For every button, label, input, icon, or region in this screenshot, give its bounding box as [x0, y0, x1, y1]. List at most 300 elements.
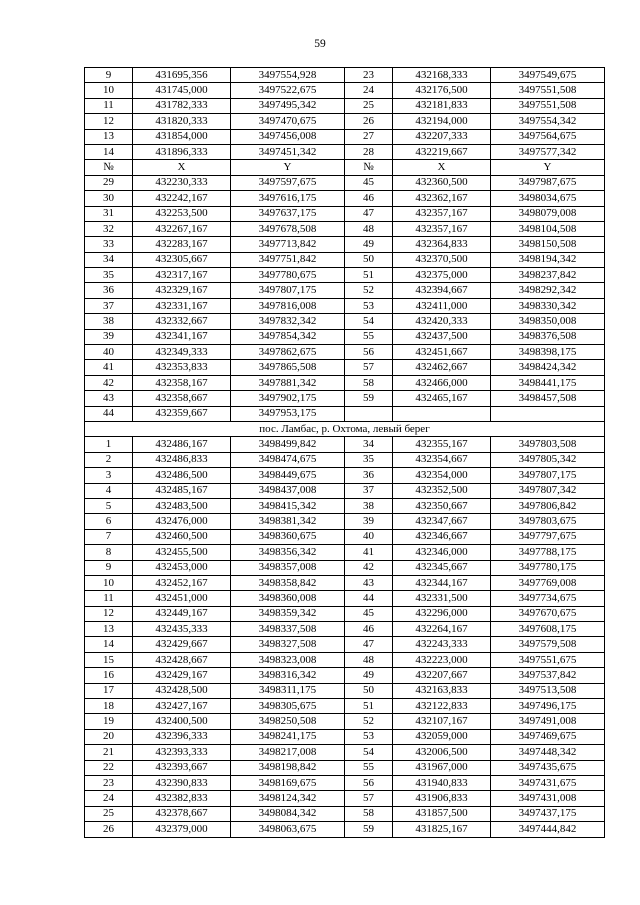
y-coordinate-cell: 3498063,675	[231, 822, 345, 837]
point-number-cell: 1	[85, 437, 133, 452]
point-number-cell	[345, 406, 393, 421]
y-coordinate-cell: 3498150,508	[491, 237, 605, 252]
x-coordinate-cell: 432317,167	[133, 268, 231, 283]
y-coordinate-cell: 3497435,675	[491, 760, 605, 775]
section-title: пос. Ламбас, р. Охтома, левый берег	[85, 421, 605, 436]
point-number-cell: 4	[85, 483, 133, 498]
coordinates-table	[84, 67, 605, 838]
y-coordinate-cell: 3498398,175	[491, 345, 605, 360]
point-number-cell: 36	[85, 283, 133, 298]
point-number-cell: 43	[345, 575, 393, 590]
table-row	[85, 83, 605, 98]
y-coordinate-cell: 3498305,675	[231, 699, 345, 714]
x-coordinate-cell: 432176,500	[393, 83, 491, 98]
y-coordinate-cell: 3497806,842	[491, 498, 605, 513]
x-coordinate-cell: 432346,667	[393, 529, 491, 544]
table-row	[85, 560, 605, 575]
point-number-cell: 49	[345, 237, 393, 252]
table-row	[85, 575, 605, 590]
y-coordinate-cell: 3497803,675	[491, 514, 605, 529]
y-coordinate-cell: 3498356,342	[231, 545, 345, 560]
header-row	[85, 160, 605, 175]
x-coordinate-cell: 432354,667	[393, 452, 491, 467]
point-number-cell: 45	[345, 606, 393, 621]
x-coordinate-cell: 432267,167	[133, 221, 231, 236]
x-coordinate-cell: 432437,500	[393, 329, 491, 344]
x-coordinate-cell: 432253,500	[133, 206, 231, 221]
point-number-cell: 34	[345, 437, 393, 452]
point-number-cell: 28	[345, 144, 393, 159]
point-number-cell: 39	[85, 329, 133, 344]
table-row	[85, 283, 605, 298]
point-number-cell: 40	[85, 345, 133, 360]
x-coordinate-cell: 432451,000	[133, 591, 231, 606]
x-coordinate-cell: 432393,333	[133, 745, 231, 760]
y-coordinate-cell: 3497597,675	[231, 175, 345, 190]
table-row	[85, 360, 605, 375]
point-number-cell: 24	[85, 791, 133, 806]
table-row	[85, 314, 605, 329]
table-row	[85, 745, 605, 760]
point-number-cell: 42	[345, 560, 393, 575]
x-coordinate-cell: 432305,667	[133, 252, 231, 267]
y-coordinate-cell: 3497522,675	[231, 83, 345, 98]
x-coordinate-cell: 432420,333	[393, 314, 491, 329]
y-coordinate-cell: 3497862,675	[231, 345, 345, 360]
x-coordinate-cell: 432485,167	[133, 483, 231, 498]
x-coordinate-cell: 432396,333	[133, 729, 231, 744]
x-coordinate-cell: 432453,000	[133, 560, 231, 575]
y-coordinate-cell: 3497551,508	[491, 83, 605, 98]
y-coordinate-cell: 3498358,842	[231, 575, 345, 590]
table-row	[85, 114, 605, 129]
y-coordinate-cell: 3497807,175	[231, 283, 345, 298]
x-coordinate-cell: 432006,500	[393, 745, 491, 760]
y-coordinate-cell: 3497456,008	[231, 129, 345, 144]
x-coordinate-cell: 432451,667	[393, 345, 491, 360]
x-coordinate-cell: 432181,833	[393, 98, 491, 113]
point-number-cell: 25	[85, 806, 133, 821]
y-coordinate-cell: 3498104,508	[491, 221, 605, 236]
point-number-cell: 26	[345, 114, 393, 129]
point-number-cell: 20	[85, 729, 133, 744]
point-number-cell: 41	[85, 360, 133, 375]
table-row	[85, 775, 605, 790]
x-coordinate-cell: 432207,667	[393, 668, 491, 683]
y-coordinate-cell: 3497608,175	[491, 622, 605, 637]
x-coordinate-cell: 431782,333	[133, 98, 231, 113]
table-row	[85, 683, 605, 698]
y-coordinate-cell: 3497579,508	[491, 637, 605, 652]
y-coordinate-cell: 3497881,342	[231, 375, 345, 390]
table-row	[85, 806, 605, 821]
x-coordinate-cell: 432219,667	[393, 144, 491, 159]
table-row	[85, 345, 605, 360]
point-number-cell: 59	[345, 391, 393, 406]
point-number-cell: 43	[85, 391, 133, 406]
table-row	[85, 606, 605, 621]
table-row	[85, 175, 605, 190]
point-number-cell: 8	[85, 545, 133, 560]
x-coordinate-cell: 432341,167	[133, 329, 231, 344]
x-coordinate-cell: 432163,833	[393, 683, 491, 698]
table-row	[85, 822, 605, 837]
point-number-cell: 51	[345, 268, 393, 283]
y-coordinate-cell: 3497431,675	[491, 775, 605, 790]
x-coordinate-cell: 432283,167	[133, 237, 231, 252]
x-coordinate-cell: 432264,167	[393, 622, 491, 637]
point-number-cell: 24	[345, 83, 393, 98]
point-number-cell: 55	[345, 329, 393, 344]
point-number-cell: 35	[85, 268, 133, 283]
point-number-cell: 12	[85, 114, 133, 129]
x-coordinate-cell: 432358,167	[133, 375, 231, 390]
x-coordinate-cell: 432345,667	[393, 560, 491, 575]
y-coordinate-cell: 3497496,175	[491, 699, 605, 714]
y-coordinate-cell: 3498441,175	[491, 375, 605, 390]
x-coordinate-cell: 432331,167	[133, 298, 231, 313]
table-row	[85, 406, 605, 421]
x-coordinate-cell: 432122,833	[393, 699, 491, 714]
y-coordinate-cell: 3498194,342	[491, 252, 605, 267]
point-number-cell: 45	[345, 175, 393, 190]
y-column-header: Y	[491, 160, 605, 175]
y-coordinate-cell: 3497448,342	[491, 745, 605, 760]
table-row	[85, 129, 605, 144]
x-coordinate-cell: 431940,833	[393, 775, 491, 790]
x-coordinate-cell: 432349,333	[133, 345, 231, 360]
point-number-cell: 9	[85, 560, 133, 575]
y-coordinate-cell: 3498437,008	[231, 483, 345, 498]
x-coordinate-cell: 432429,667	[133, 637, 231, 652]
x-coordinate-cell: 432394,667	[393, 283, 491, 298]
x-coordinate-cell: 431967,000	[393, 760, 491, 775]
point-number-cell: 56	[345, 775, 393, 790]
point-number-cell: 26	[85, 822, 133, 837]
x-coordinate-cell: 432352,500	[393, 483, 491, 498]
x-coordinate-cell: 432379,000	[133, 822, 231, 837]
y-coordinate-cell: 3497670,675	[491, 606, 605, 621]
point-number-cell: 23	[85, 775, 133, 790]
y-coordinate-cell: 3497451,342	[231, 144, 345, 159]
y-coordinate-cell: 3498376,508	[491, 329, 605, 344]
number-column-header: №	[85, 160, 133, 175]
x-coordinate-cell: 432168,333	[393, 68, 491, 83]
table-row	[85, 652, 605, 667]
y-coordinate-cell: 3497780,675	[231, 268, 345, 283]
point-number-cell: 13	[85, 622, 133, 637]
point-number-cell: 31	[85, 206, 133, 221]
y-coordinate-cell: 3497803,508	[491, 437, 605, 452]
point-number-cell: 17	[85, 683, 133, 698]
x-coordinate-cell: 432242,167	[133, 191, 231, 206]
table-row	[85, 622, 605, 637]
y-coordinate-cell: 3498316,342	[231, 668, 345, 683]
y-coordinate-cell: 3498357,008	[231, 560, 345, 575]
point-number-cell: 35	[345, 452, 393, 467]
point-number-cell: 53	[345, 298, 393, 313]
x-coordinate-cell: 432331,500	[393, 591, 491, 606]
point-number-cell: 47	[345, 206, 393, 221]
x-coordinate-cell: 432428,500	[133, 683, 231, 698]
point-number-cell: 9	[85, 68, 133, 83]
point-number-cell: 37	[345, 483, 393, 498]
point-number-cell: 32	[85, 221, 133, 236]
y-coordinate-cell: 3498198,842	[231, 760, 345, 775]
point-number-cell: 37	[85, 298, 133, 313]
x-coordinate-cell: 432296,000	[393, 606, 491, 621]
point-number-cell: 36	[345, 468, 393, 483]
point-number-cell: 12	[85, 606, 133, 621]
point-number-cell: 59	[345, 822, 393, 837]
table-row	[85, 221, 605, 236]
coordinates-table-body	[85, 68, 605, 838]
point-number-cell: 7	[85, 529, 133, 544]
x-coordinate-cell: 432362,167	[393, 191, 491, 206]
x-column-header: X	[393, 160, 491, 175]
point-number-cell: 21	[85, 745, 133, 760]
x-coordinate-cell: 432107,167	[393, 714, 491, 729]
point-number-cell: 15	[85, 652, 133, 667]
y-coordinate-cell: 3497469,675	[491, 729, 605, 744]
y-coordinate-cell: 3497816,008	[231, 298, 345, 313]
point-number-cell: 3	[85, 468, 133, 483]
y-coordinate-cell: 3497832,342	[231, 314, 345, 329]
y-coordinate-cell: 3497551,508	[491, 98, 605, 113]
table-row	[85, 298, 605, 313]
page-number: 59	[314, 38, 326, 50]
x-coordinate-cell: 432486,500	[133, 468, 231, 483]
point-number-cell: 57	[345, 360, 393, 375]
x-coordinate-cell: 432465,167	[393, 391, 491, 406]
x-coordinate-cell: 432329,167	[133, 283, 231, 298]
y-coordinate-cell: 3498323,008	[231, 652, 345, 667]
point-number-cell: 16	[85, 668, 133, 683]
table-row	[85, 637, 605, 652]
y-coordinate-cell: 3498350,008	[491, 314, 605, 329]
y-coordinate-cell: 3497678,508	[231, 221, 345, 236]
x-coordinate-cell: 432390,833	[133, 775, 231, 790]
x-coordinate-cell: 431695,356	[133, 68, 231, 83]
table-row	[85, 591, 605, 606]
table-row	[85, 545, 605, 560]
point-number-cell: 27	[345, 129, 393, 144]
table-row	[85, 729, 605, 744]
point-number-cell: 6	[85, 514, 133, 529]
y-coordinate-cell: 3498034,675	[491, 191, 605, 206]
point-number-cell: 39	[345, 514, 393, 529]
y-coordinate-cell: 3498457,508	[491, 391, 605, 406]
y-coordinate-cell: 3497513,508	[491, 683, 605, 698]
y-coordinate-cell: 3498327,508	[231, 637, 345, 652]
point-number-cell: 51	[345, 699, 393, 714]
y-coordinate-cell: 3498250,508	[231, 714, 345, 729]
point-number-cell: 14	[85, 637, 133, 652]
y-coordinate-cell: 3497554,928	[231, 68, 345, 83]
y-coordinate-cell: 3498311,175	[231, 683, 345, 698]
point-number-cell: 50	[345, 252, 393, 267]
x-coordinate-cell: 432344,167	[393, 575, 491, 590]
table-row	[85, 68, 605, 83]
x-coordinate-cell: 432393,667	[133, 760, 231, 775]
point-number-cell: 49	[345, 668, 393, 683]
table-row	[85, 529, 605, 544]
point-number-cell: 14	[85, 144, 133, 159]
point-number-cell: 19	[85, 714, 133, 729]
y-coordinate-cell: 3498292,342	[491, 283, 605, 298]
table-row	[85, 268, 605, 283]
y-coordinate-cell: 3497807,342	[491, 483, 605, 498]
y-coordinate-cell: 3497616,175	[231, 191, 345, 206]
table-row	[85, 791, 605, 806]
y-coordinate-cell: 3498124,342	[231, 791, 345, 806]
table-row	[85, 144, 605, 159]
y-coordinate-cell: 3497554,342	[491, 114, 605, 129]
x-coordinate-cell: 432358,667	[133, 391, 231, 406]
x-coordinate-cell: 431857,500	[393, 806, 491, 821]
x-coordinate-cell: 432360,500	[393, 175, 491, 190]
point-number-cell: 25	[345, 98, 393, 113]
table-row	[85, 206, 605, 221]
y-column-header: Y	[231, 160, 345, 175]
x-coordinate-cell: 432466,000	[393, 375, 491, 390]
table-row	[85, 191, 605, 206]
table-row	[85, 483, 605, 498]
point-number-cell: 56	[345, 345, 393, 360]
point-number-cell: 34	[85, 252, 133, 267]
point-number-cell: 40	[345, 529, 393, 544]
point-number-cell: 29	[85, 175, 133, 190]
x-coordinate-cell: 431820,333	[133, 114, 231, 129]
x-coordinate-cell: 432375,000	[393, 268, 491, 283]
x-coordinate-cell: 432462,667	[393, 360, 491, 375]
y-coordinate-cell: 3498415,342	[231, 498, 345, 513]
point-number-cell: 41	[345, 545, 393, 560]
y-coordinate-cell: 3498217,008	[231, 745, 345, 760]
table-row	[85, 699, 605, 714]
x-coordinate-cell: 432347,667	[393, 514, 491, 529]
x-coordinate-cell: 432428,667	[133, 652, 231, 667]
y-coordinate-cell: 3497865,508	[231, 360, 345, 375]
y-coordinate-cell: 3498499,842	[231, 437, 345, 452]
x-coordinate-cell: 432355,167	[393, 437, 491, 452]
table-row	[85, 760, 605, 775]
x-coordinate-cell: 432452,167	[133, 575, 231, 590]
y-coordinate-cell: 3497734,675	[491, 591, 605, 606]
x-coordinate-cell: 431825,167	[393, 822, 491, 837]
point-number-cell: 38	[345, 498, 393, 513]
y-coordinate-cell: 3498424,342	[491, 360, 605, 375]
x-coordinate-cell: 432435,333	[133, 622, 231, 637]
y-coordinate-cell: 3497987,675	[491, 175, 605, 190]
x-coordinate-cell: 432364,833	[393, 237, 491, 252]
x-coordinate-cell: 432354,000	[393, 468, 491, 483]
point-number-cell: 46	[345, 622, 393, 637]
y-coordinate-cell: 3498381,342	[231, 514, 345, 529]
x-coordinate-cell: 431745,000	[133, 83, 231, 98]
y-coordinate-cell: 3498330,342	[491, 298, 605, 313]
x-coordinate-cell: 432230,333	[133, 175, 231, 190]
point-number-cell: 54	[345, 314, 393, 329]
point-number-cell: 48	[345, 221, 393, 236]
y-coordinate-cell: 3497564,675	[491, 129, 605, 144]
point-number-cell: 10	[85, 83, 133, 98]
x-coordinate-cell: 432429,167	[133, 668, 231, 683]
point-number-cell: 44	[85, 406, 133, 421]
number-column-header: №	[345, 160, 393, 175]
y-coordinate-cell: 3497713,842	[231, 237, 345, 252]
point-number-cell: 58	[345, 375, 393, 390]
x-coordinate-cell: 432483,500	[133, 498, 231, 513]
x-coordinate-cell: 432486,167	[133, 437, 231, 452]
y-coordinate-cell: 3497805,342	[491, 452, 605, 467]
x-coordinate-cell: 432427,167	[133, 699, 231, 714]
y-coordinate-cell: 3497807,175	[491, 468, 605, 483]
x-coordinate-cell: 432357,167	[393, 206, 491, 221]
y-coordinate-cell: 3497769,008	[491, 575, 605, 590]
table-row	[85, 714, 605, 729]
x-coordinate-cell: 432359,667	[133, 406, 231, 421]
x-coordinate-cell: 432378,667	[133, 806, 231, 821]
x-coordinate-cell: 432455,500	[133, 545, 231, 560]
y-coordinate-cell: 3497437,175	[491, 806, 605, 821]
x-coordinate-cell: 432332,667	[133, 314, 231, 329]
table-row	[85, 498, 605, 513]
table-row	[85, 452, 605, 467]
x-coordinate-cell: 431896,333	[133, 144, 231, 159]
point-number-cell: 58	[345, 806, 393, 821]
y-coordinate-cell: 3498237,842	[491, 268, 605, 283]
point-number-cell: 50	[345, 683, 393, 698]
point-number-cell: 42	[85, 375, 133, 390]
y-coordinate-cell: 3498241,175	[231, 729, 345, 744]
x-column-header: X	[133, 160, 231, 175]
x-coordinate-cell: 432400,500	[133, 714, 231, 729]
y-coordinate-cell	[491, 406, 605, 421]
y-coordinate-cell: 3497751,842	[231, 252, 345, 267]
point-number-cell: 53	[345, 729, 393, 744]
point-number-cell: 44	[345, 591, 393, 606]
y-coordinate-cell: 3498360,675	[231, 529, 345, 544]
y-coordinate-cell: 3497797,675	[491, 529, 605, 544]
table-row	[85, 668, 605, 683]
point-number-cell: 30	[85, 191, 133, 206]
x-coordinate-cell: 432243,333	[393, 637, 491, 652]
table-row	[85, 252, 605, 267]
x-coordinate-cell: 432059,000	[393, 729, 491, 744]
point-number-cell: 23	[345, 68, 393, 83]
y-coordinate-cell: 3497470,675	[231, 114, 345, 129]
y-coordinate-cell: 3497953,175	[231, 406, 345, 421]
y-coordinate-cell: 3497902,175	[231, 391, 345, 406]
table-row	[85, 468, 605, 483]
y-coordinate-cell: 3497444,842	[491, 822, 605, 837]
x-coordinate-cell: 432476,000	[133, 514, 231, 529]
table-row	[85, 391, 605, 406]
point-number-cell: 33	[85, 237, 133, 252]
point-number-cell: 52	[345, 714, 393, 729]
point-number-cell: 55	[345, 760, 393, 775]
y-coordinate-cell: 3498449,675	[231, 468, 345, 483]
y-coordinate-cell: 3498360,008	[231, 591, 345, 606]
x-coordinate-cell: 432449,167	[133, 606, 231, 621]
point-number-cell: 2	[85, 452, 133, 467]
y-coordinate-cell: 3498169,675	[231, 775, 345, 790]
y-coordinate-cell: 3498359,342	[231, 606, 345, 621]
table-row	[85, 98, 605, 113]
point-number-cell: 5	[85, 498, 133, 513]
y-coordinate-cell: 3497537,842	[491, 668, 605, 683]
